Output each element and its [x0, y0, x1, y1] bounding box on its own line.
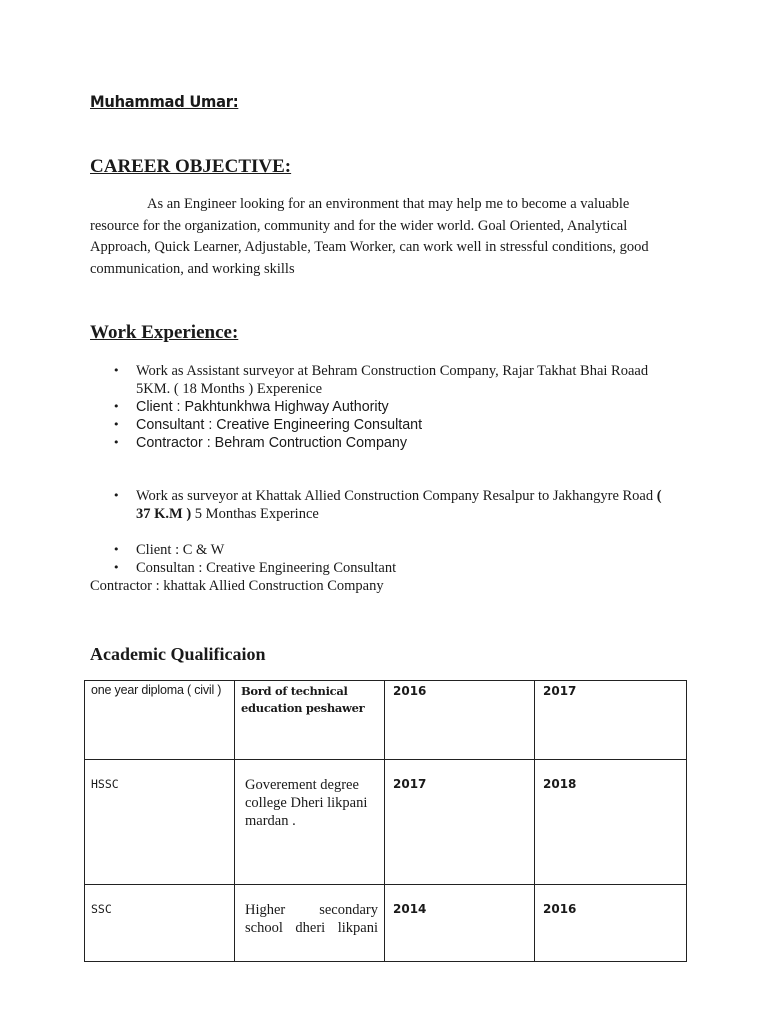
table-row	[85, 681, 687, 760]
start-year-cell: 2016	[385, 681, 535, 760]
job1-consultant: • Consultant : Creative Engineering Consultant	[0, 416, 676, 434]
job2-title: • Work as surveyor at Khattak Allied Construction Company Resalpur to Jakhangyre Road ( 37 K.M ) 5 Monthas Experince	[0, 487, 676, 523]
job1-client: • Client : Pakhtunkhwa Highway Authority	[0, 398, 676, 416]
job1-list	[0, 362, 676, 452]
job2-details-list	[0, 541, 396, 577]
institute-cell: Goverement degree college Dheri likpani mardan .	[235, 760, 385, 885]
job2-consultant: • Consultan : Creative Engineering Consultant	[0, 559, 396, 577]
qualification-table	[84, 680, 687, 962]
job2-list	[0, 487, 676, 523]
start-year-cell: 2017	[385, 760, 535, 885]
academic-heading: Academic Qualificaion	[90, 644, 266, 664]
institute-cell: Bord of technical education peshawer	[235, 681, 385, 760]
job1-contractor: • Contractor : Behram Contruction Company	[0, 434, 676, 452]
degree-cell: one year diploma ( civil )	[85, 681, 235, 760]
career-objective-heading: CAREER OBJECTIVE:	[90, 156, 292, 177]
end-year-cell: 2016	[535, 885, 687, 962]
degree-cell: SSC	[85, 885, 235, 962]
table-row	[85, 760, 687, 885]
job2-contractor: Contractor : khattak Allied Construction Company	[90, 578, 384, 594]
career-objective-text: As an Engineer looking for an environment that may help me to become a valuable resource for the organization, community and for the wider world. Goal Oriented, Analytical Approach, Quick Learner, Adjustable, Team Worker, can work well in stressful conditions, good communication, and working skills	[90, 196, 649, 277]
institute-cell: Higher secondary school dheri likpani	[235, 885, 385, 962]
degree-cell: HSSC	[85, 760, 235, 885]
start-year-cell: 2014	[385, 885, 535, 962]
job2-client: • Client : C & W	[0, 541, 396, 559]
end-year-cell: 2017	[535, 681, 687, 760]
table-row	[85, 885, 687, 962]
work-experience-heading: Work Experience:	[90, 322, 239, 343]
candidate-name: Muhammad Umar:	[90, 92, 239, 111]
end-year-cell: 2018	[535, 760, 687, 885]
job1-title: • Work as Assistant surveyor at Behram Construction Company, Rajar Takhat Bhai Roaad 5KM. ( 18 Months ) Experenice	[0, 362, 676, 398]
